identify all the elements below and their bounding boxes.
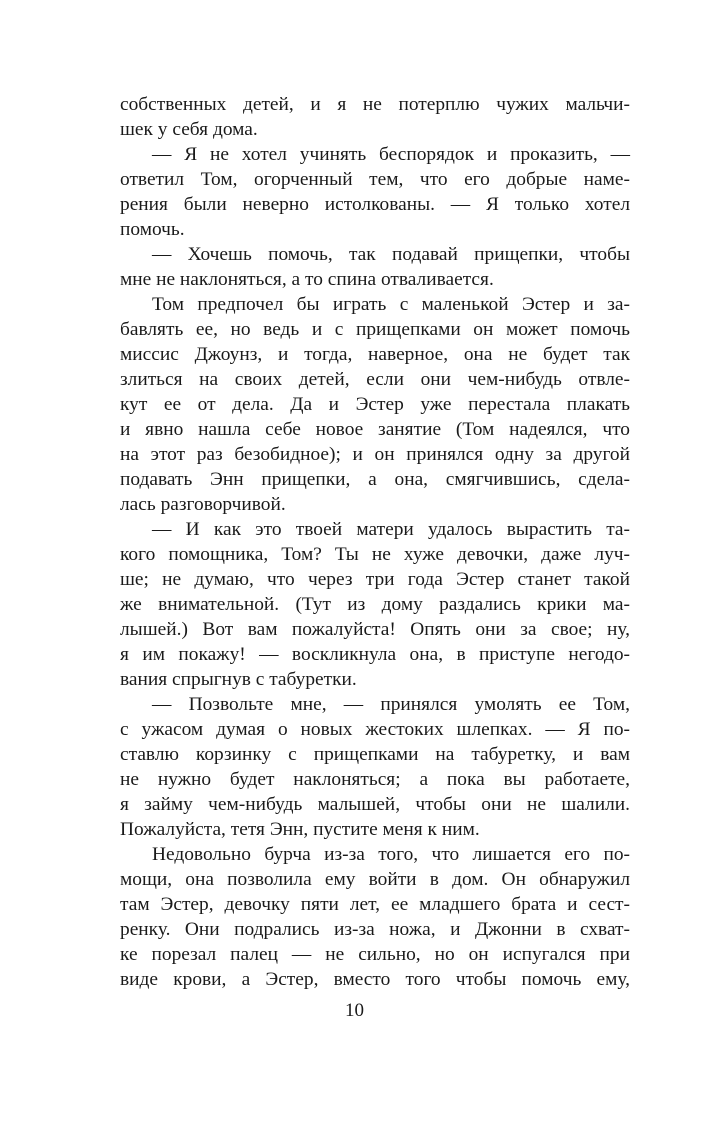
text-line: на этот раз безобидное); и он принялся одну за другой bbox=[120, 444, 630, 465]
text-line: я им покажу! — воскликнула она, в приступе негодо- bbox=[120, 644, 630, 665]
text-line: виде крови, а Эстер, вместо того чтобы помочь ему, bbox=[120, 969, 630, 990]
text-line: Недовольно бурча из-за того, что лишается его по- bbox=[152, 844, 630, 865]
text-line: кут ее от дела. Да и Эстер уже перестала плакать bbox=[120, 394, 630, 415]
text-line: мощи, она позволила ему войти в дом. Он обнаружил bbox=[120, 869, 630, 890]
text-line: злиться на своих детей, если они чем-нибудь отвле- bbox=[120, 369, 630, 390]
text-line: и явно нашла себе новое занятие (Том надеялся, что bbox=[120, 419, 630, 440]
text-line: миссис Джоунз, и тогда, наверное, она не будет так bbox=[120, 344, 630, 365]
text-line: не нужно будет наклоняться; а пока вы работаете, bbox=[120, 769, 630, 790]
text-line: шек у себя дома. bbox=[120, 119, 258, 140]
text-line: ренку. Они подрались из-за ножа, и Джонни в схват- bbox=[120, 919, 630, 940]
body-text bbox=[120, 92, 630, 992]
text-line: ставлю корзинку с прищепками на табуретку, и вам bbox=[120, 744, 630, 765]
text-line: собственных детей, и я не потерплю чужих мальчи- bbox=[120, 94, 630, 115]
text-line: я займу чем-нибудь малышей, чтобы они не шалили. bbox=[120, 794, 630, 815]
text-line: с ужасом думая о новых жестоких шлепках. — Я по- bbox=[120, 719, 630, 740]
text-line: же внимательной. (Тут из дому раздались крики ма- bbox=[120, 594, 630, 615]
text-line: ответил Том, огорченный тем, что его добрые наме- bbox=[120, 169, 630, 190]
text-line: лась разговорчивой. bbox=[120, 494, 286, 515]
page-number: 10 bbox=[345, 1000, 364, 1021]
text-line: — И как это твоей матери удалось вырастить та- bbox=[152, 519, 630, 540]
text-line: рения были неверно истолкованы. — Я только хотел bbox=[120, 194, 630, 215]
text-line: — Позвольте мне, — принялся умолять ее Том, bbox=[152, 694, 630, 715]
text-line: помочь. bbox=[120, 219, 185, 240]
text-line: ше; не думаю, что через три года Эстер станет такой bbox=[120, 569, 630, 590]
text-line: вания спрыгнув с табуретки. bbox=[120, 669, 357, 690]
text-line: Пожалуйста, тетя Энн, пустите меня к ним. bbox=[120, 819, 480, 840]
text-line: — Хочешь помочь, так подавай прищепки, чтобы bbox=[152, 244, 630, 265]
text-line: там Эстер, девочку пяти лет, ее младшего брата и сест- bbox=[120, 894, 630, 915]
text-line: кого помощника, Том? Ты не хуже девочки, даже луч- bbox=[120, 544, 630, 565]
text-line: мне не наклоняться, а то спина отваливается. bbox=[120, 269, 494, 290]
text-line: ке порезал палец — не сильно, но он испугался при bbox=[120, 944, 630, 965]
text-line: — Я не хотел учинять беспорядок и проказить, — bbox=[152, 144, 630, 165]
text-line: подавать Энн прищепки, а она, смягчившись, сдела- bbox=[120, 469, 630, 490]
text-line: Том предпочел бы играть с маленькой Эстер и за- bbox=[152, 294, 630, 315]
text-line: бавлять ее, но ведь и с прищепками он может помочь bbox=[120, 319, 630, 340]
text-line: лышей.) Вот вам пожалуйста! Опять они за свое; ну, bbox=[120, 619, 630, 640]
